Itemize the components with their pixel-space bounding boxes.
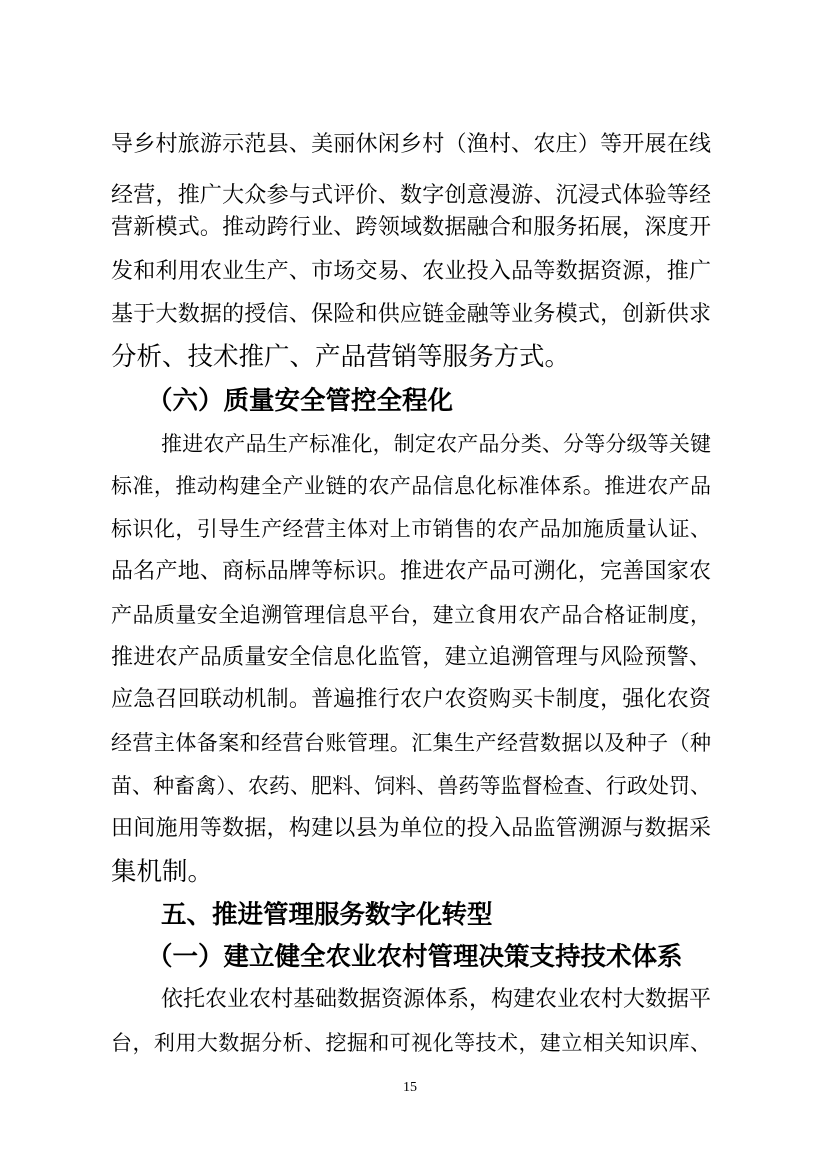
paragraph-1-line-6: 分析、技术推广、产品营销等服务方式。 bbox=[111, 342, 571, 372]
paragraph-2-line-8: 经营主体备案和经营台账管理。汇集生产经营数据以及种子（种 bbox=[111, 731, 711, 755]
paragraph-3-line-1: 依托农业农村基础数据资源体系，构建农业农村大数据平 bbox=[161, 987, 712, 1012]
paragraph-2-line-7: 应急召回联动机制。普遍推行农户农资购买卡制度，强化农资 bbox=[111, 687, 711, 712]
subsection-heading-5-1: （一）建立健全农业农村管理决策支持技术体系 bbox=[147, 942, 683, 972]
paragraph-1-line-5: 基于大数据的授信、保险和供应链金融等业务模式，创新供求 bbox=[111, 302, 711, 327]
paragraph-2-line-4: 品名产地、商标品牌等标识。推进农产品可溯化，完善国家农 bbox=[111, 559, 711, 584]
paragraph-1-line-2: 经营，推广大众参与式评价、数字创意漫游、沉浸式体验等经 bbox=[111, 183, 711, 208]
paragraph-2-line-5: 产品质量安全追溯管理信息平台，建立食用农产品合格证制度， bbox=[111, 603, 711, 627]
paragraph-2-line-3: 标识化，引导生产经营主体对上市销售的农产品加施质量认证、 bbox=[111, 517, 711, 541]
page-number: 15 bbox=[403, 1080, 417, 1095]
paragraph-2-line-1: 推进农产品生产标准化，制定农产品分类、分等分级等关键 bbox=[161, 432, 711, 456]
paragraph-2-line-9: 苗、种畜禽）、农药、肥料、饲料、兽药等监督检查、行政处罚、 bbox=[111, 774, 711, 798]
paragraph-2-line-6: 推进农产品质量安全信息化监管，建立追溯管理与风险预警、 bbox=[111, 645, 711, 670]
paragraph-1-line-3: 营新模式。推动跨行业、跨领域数据融合和服务拓展，深度开 bbox=[111, 215, 711, 240]
paragraph-1-line-4: 发和利用农业生产、市场交易、农业投入品等数据资源，推广 bbox=[111, 259, 711, 284]
paragraph-2-line-2: 标准，推动构建全产业链的农产品信息化标准体系。推进农产品 bbox=[111, 474, 711, 498]
section-heading-5: 五、推进管理服务数字化转型 bbox=[161, 900, 493, 930]
paragraph-2-line-10: 田间施用等数据，构建以县为单位的投入品监管溯源与数据采 bbox=[111, 816, 711, 841]
paragraph-2-line-11: 集机制。 bbox=[111, 857, 214, 887]
paragraph-1-line-1: 导乡村旅游示范县、美丽休闲乡村（渔村、农庄）等开展在线 bbox=[111, 132, 711, 157]
subsection-heading-6: （六）质量安全管控全程化 bbox=[147, 386, 454, 416]
paragraph-3-line-2: 台，利用大数据分析、挖掘和可视化等技术，建立相关知识库、 bbox=[111, 1031, 711, 1055]
